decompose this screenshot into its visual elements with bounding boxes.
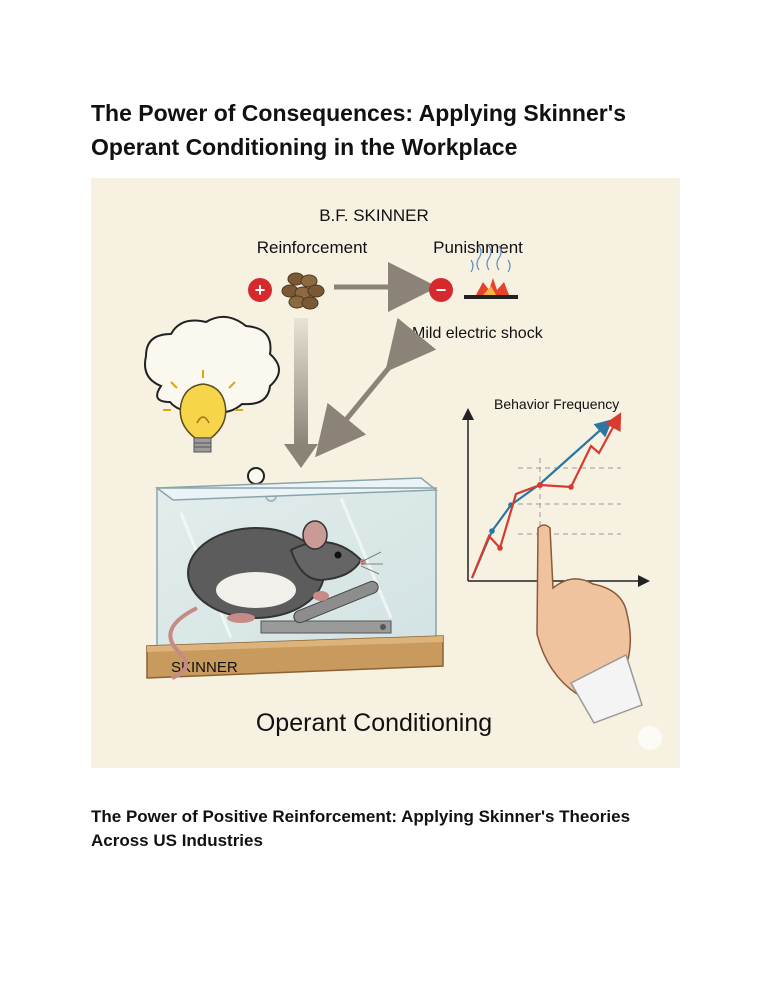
punishment-label: Punishment <box>433 238 523 257</box>
figure-caption: Operant Conditioning <box>255 709 493 737</box>
operant-conditioning-illustration <box>91 178 680 768</box>
graph-label: Behavior Frequency <box>494 396 620 412</box>
watermark-badge <box>638 726 662 750</box>
section-subtitle: The Power of Positive Reinforcement: Applying Skinner's Theories Across US Industries <box>91 807 631 850</box>
plus-icon <box>248 278 272 302</box>
svg-text:−: − <box>435 280 447 300</box>
diagonal-arrow <box>331 353 401 438</box>
box-label: SKINNER <box>171 659 238 676</box>
skinner-heading: B.F. SKINNER <box>319 206 429 225</box>
down-arrow <box>284 318 318 468</box>
food-pellets-icon <box>282 273 324 309</box>
shock-label: Mild electric shock <box>412 325 543 342</box>
reinforcement-label: Reinforcement <box>256 238 368 257</box>
behavior-frequency-graph <box>468 414 644 581</box>
minus-icon <box>429 278 453 302</box>
svg-text:+: + <box>254 280 266 300</box>
article-title: The Power of Consequences: Applying Skinner's Operant Conditioning in the Workplace <box>91 100 626 160</box>
pointing-hand <box>537 525 642 723</box>
